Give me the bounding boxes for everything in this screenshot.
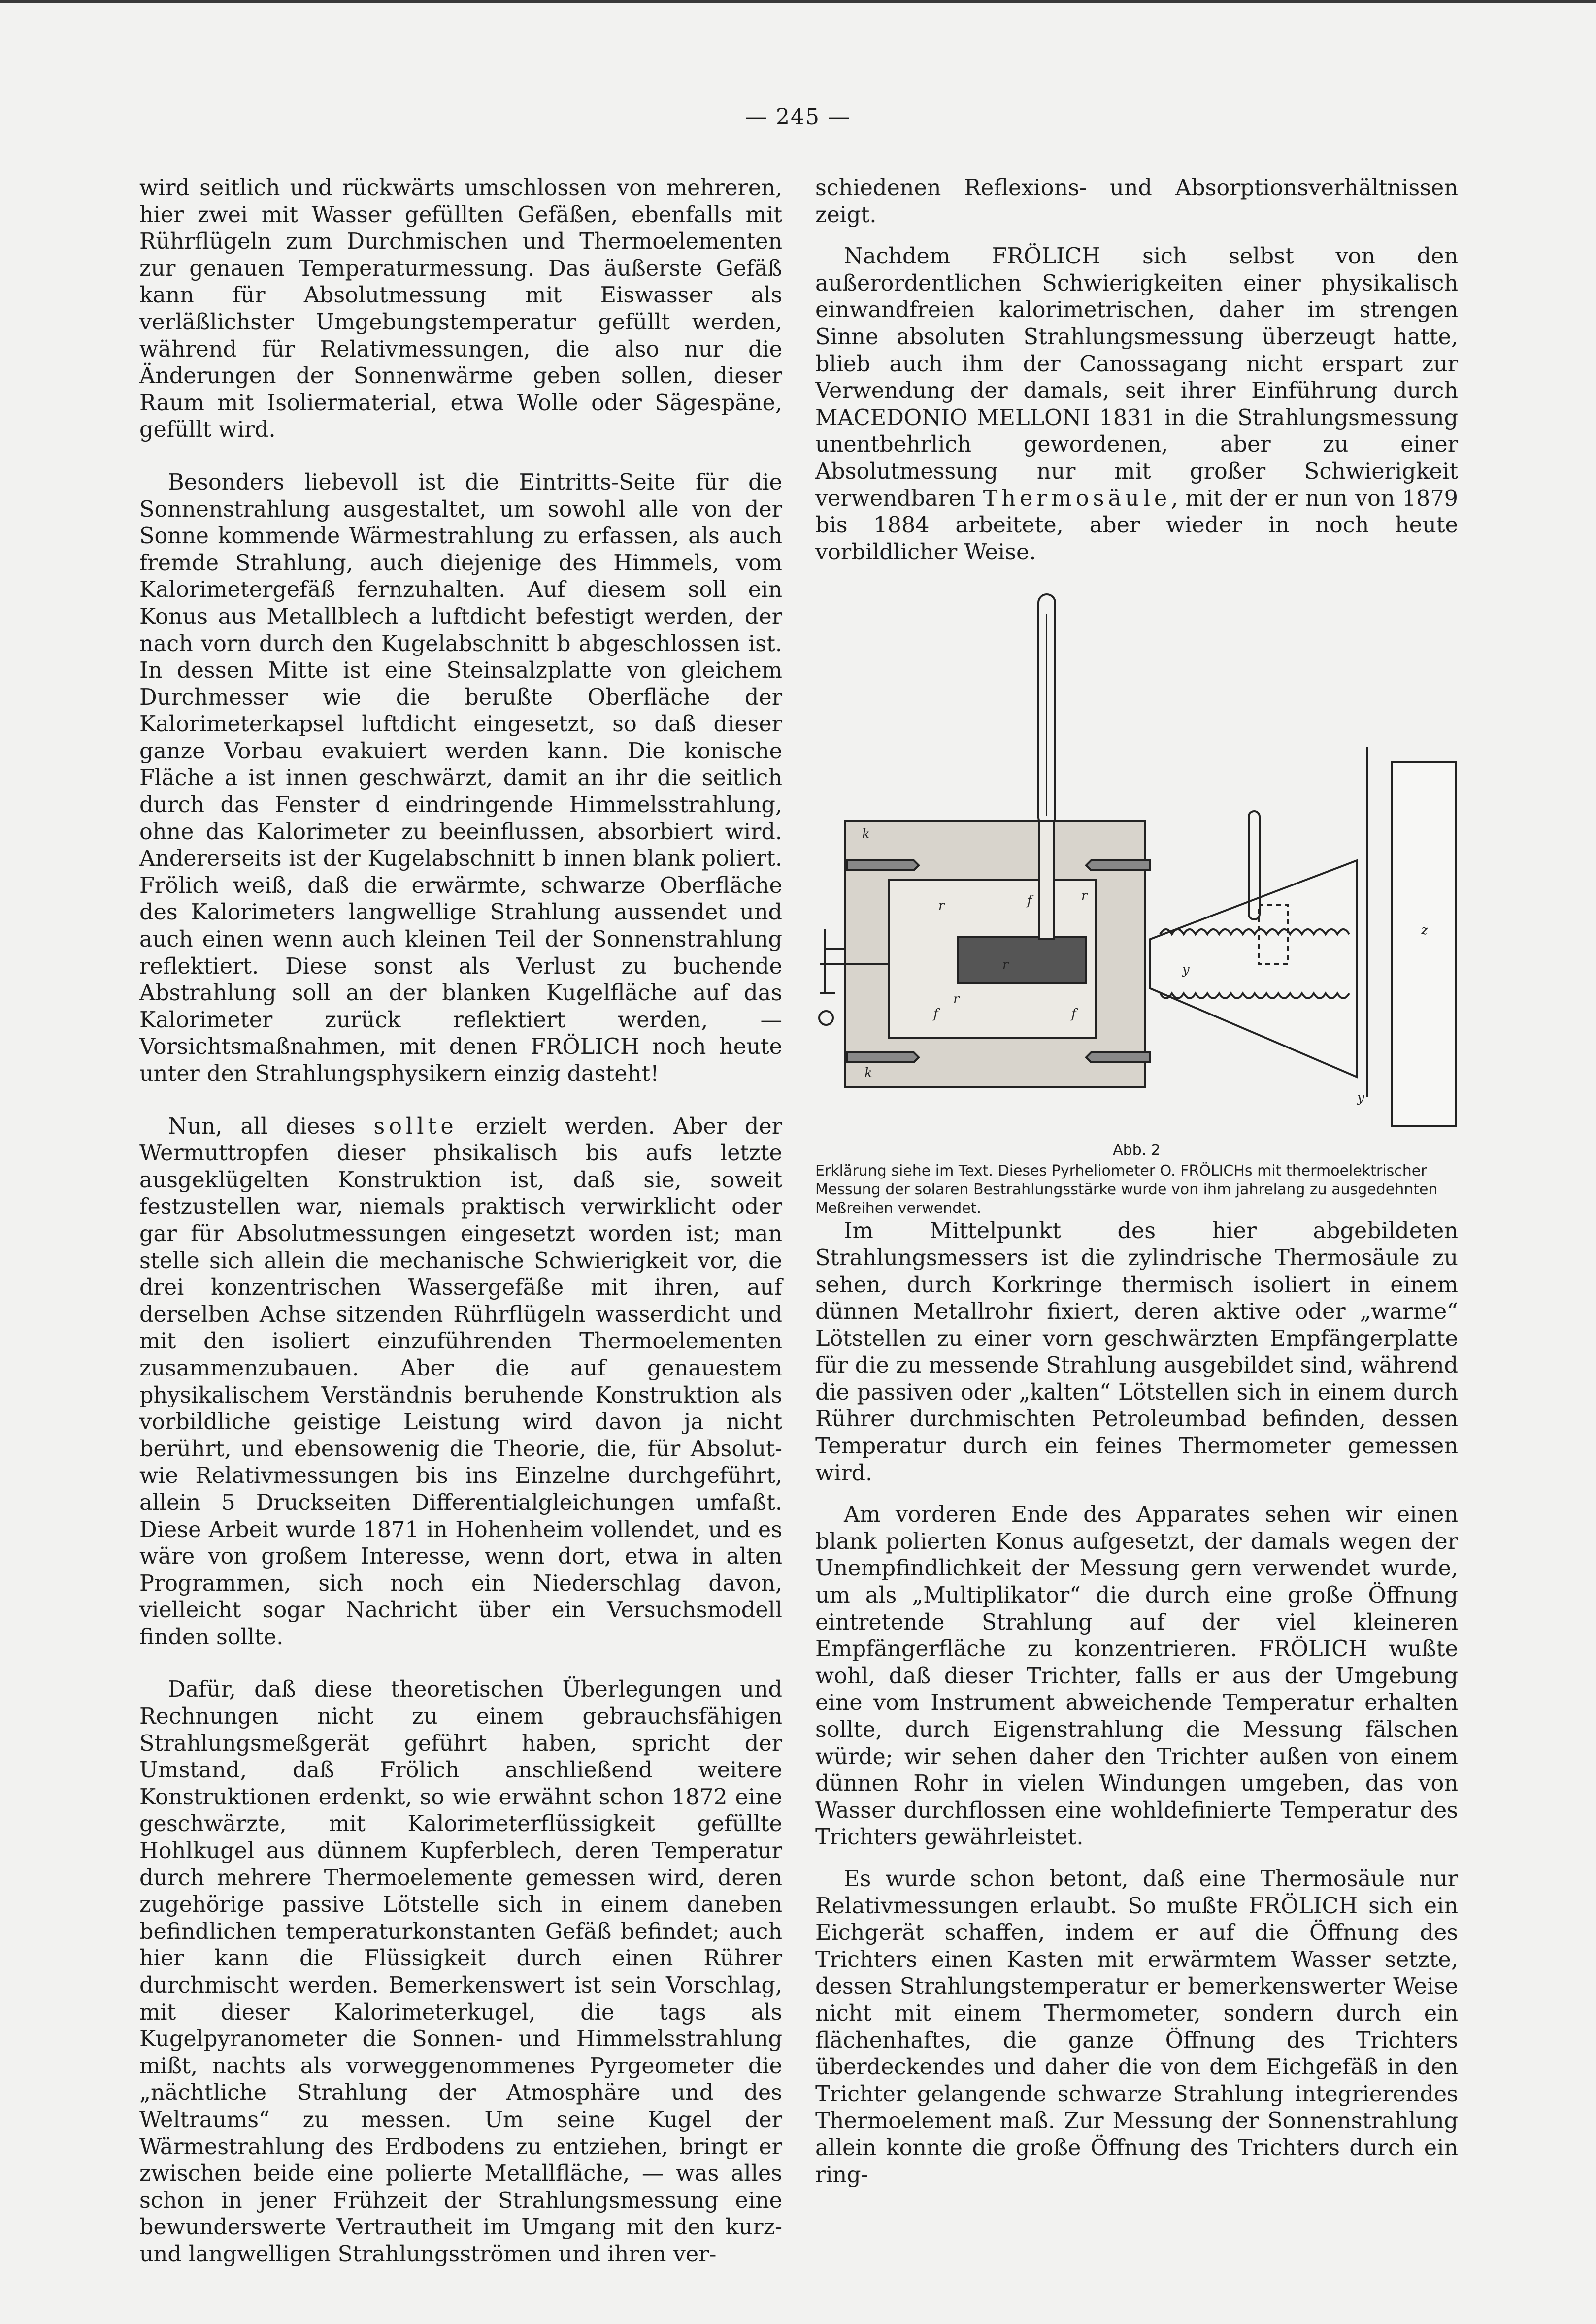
left-paragraph-3-rest: erzielt werden. Aber der Wermuttropfen dieser phsikalisch bis aufs letzte ausgeklügelten Konstruktion ist, daß sie, soweit festzustellen war, niemals praktisch verwirklicht oder gar für Absolutmessungen eingesetzt worden ist; man stelle sich allein die mechanische Schwierigkeit vor, die drei konzentrischen Wassergefäße mit ihren, auf derselben Achse sitzenden Rührflügeln wasserdicht und mit den isoliert einzuführenden Thermoelementen zusammenzubauen. Aber die auf genauestem physikalischem Verständnis beruhende Konstruktion als vorbildliche geistige Leistung wird davon ja nicht berührt, und ebensowenig die Theorie, die, für Absolut- wie Relativmessungen bis ins Einzelne durchgeführt, allein 5 Druckseiten Differentialgleichungen umfaßt. Diese Arbeit wurde 1871 in Hohenheim vollendet, und es wäre von großem Interesse, wenn dort, etwa in alten Programmen, sich noch ein Niederschlag davon, vielleicht sogar Nachricht über ein Versuchsmodell finden sollte.: [139, 1113, 782, 1650]
fig-label-r-4: r: [1002, 957, 1009, 973]
right-paragraph-2: [815, 243, 1458, 566]
fig-label-f-1: f: [933, 1007, 938, 1022]
figure-number: Abb. 2: [1113, 1142, 1161, 1159]
crank-handle: [820, 929, 845, 993]
stirrer-stem: [1039, 821, 1054, 939]
pyrheliometer-drawing: [815, 585, 1458, 1136]
fig-label-k-bottom: k: [864, 1066, 872, 1081]
fig-label-f-3: f: [1027, 893, 1032, 909]
fig-label-z: z: [1421, 923, 1428, 938]
left-paragraph-4: Dafür, daß diese theoretischen Überlegungen und Rechnungen nicht zu einem gebrauchsfähigen Strahlungsmeßgerät geführt haben, spricht der Umstand, daß Frölich anschließend weitere Konstruktionen erdenkt, so wie erwähnt schon 1872 eine geschwärzte, mit Kalorimeterflüssigkeit gefüllte Hohlkugel aus dünnem Kupferblech, deren Temperatur durch mehrere Thermoelemente gemessen wird, deren zugehörige passive Lötstelle sich in einem daneben befindlichen temperaturkonstanten Gefäß befindet; auch hier kann die Flüssigkeit durch einen Rührer durchmischt werden. Bemerkenswert ist sein Vorschlag, mit dieser Kalorimeterkugel, die tags als Kugelpyranometer die Sonnen- und Himmelsstrahlung mißt, nachts als vorweggenommenes Pyrgeometer die „nächtliche Strahlung der Atmosphäre und des Weltraums“ zu messen. Um seine Kugel der Wärmestrahlung des Erdbodens zu entziehen, bringt er zwischen beide eine polierte Metallfläche, — was alles schon in jener Frühzeit der Strahlungsmessung eine bewunderswerte Vertrautheit im Umgang mit den kurz- und langwelligen Strahlungsströmen und ihren ver-: [139, 1677, 782, 2267]
screw-top-right: [1086, 860, 1150, 870]
right-paragraph-3: Im Mittelpunkt des hier abgebildeten Strahlungsmessers ist die zylindrische Thermosäule zu sehen, durch Korkringe thermisch isoliert in einem dünnen Metallrohr fixiert, deren aktive oder „warme“ Lötstellen zu einer vorn geschwärzten Empfängerplatte für die zu messende Strahlung ausgebildet sind, während die passiven oder „kalten“ Lötstellen sich in einem durch Rührer durchmischten Petroleumbad befinden, dessen Temperatur durch ein feines Thermometer gemessen wird.: [815, 1218, 1458, 1486]
screw-bottom-right: [1086, 1052, 1150, 1062]
page-number: — 245 —: [745, 104, 851, 130]
figure-caption: [815, 1141, 1458, 1218]
right-paragraph-2-rest: , mit der er nun von 1879 bis 1884 arbeitete, aber wieder in noch heute vorbildlicher Weise.: [815, 486, 1458, 565]
screw-bottom-left: [847, 1052, 919, 1062]
left-paragraph-2: Besonders liebevoll ist die Eintritts-Seite für die Sonnenstrahlung ausgestaltet, um sowohl alle von der Sonne kommende Wärmestrahlung zu erfassen, als auch fremde Strahlung, auch diejenige des Himmels, vom Kalorimetergefäß fernzuhalten. Auf diesem soll ein Konus aus Metallblech a luftdicht befestigt werden, der nach vorn durch den Kugelabschnitt b abgeschlossen ist. In dessen Mitte ist eine Steinsalzplatte von gleichem Durchmesser wie die berußte Oberfläche der Kalorimeterkapsel luftdicht eingesetzt, so daß dieser ganze Vorbau evakuiert werden kann. Die konische Fläche a ist innen geschwärzt, damit an ihr die seitlich durch das Fenster d eindringende Himmelsstrahlung, ohne das Kalorimeter zu beeinflussen, absorbiert wird. Andererseits ist der Kugelabschnitt b innen blank poliert. Frölich weiß, daß die erwärmte, schwarze Oberfläche des Kalorimeters langwellige Strahlung aussendet und auch einen wenn auch kleinen Teil der Sonnenstrahlung reflektiert. Diese sonst als Verlust zu buchende Abstrahlung soll an der blanken Kugelfläche auf das Kalorimeter zurück reflektiert werden, — Vorsichtsmaßnahmen, mit denen FRÖLICH noch heute unter den Strahlungsphysikern einzig dasteht!: [139, 469, 782, 1086]
left-paragraph-3: [139, 1113, 782, 1651]
left-paragraph-3-lead: Nun, all dieses: [168, 1113, 374, 1139]
crank-knob: [819, 1011, 833, 1025]
figure-abb-2: [815, 585, 1458, 1218]
fig-label-r-1: r: [938, 898, 945, 914]
fig-label-f-2: f: [1071, 1007, 1076, 1022]
left-paragraph-3-emphasis: sollte: [373, 1113, 458, 1139]
right-paragraph-4: Am vorderen Ende des Apparates sehen wir einen blank polierten Konus aufgesetzt, der damals wegen der Unempfindlichkeit der Messung gern verwendet wurde, um als „Multiplikator“ die durch eine große Öffnung eintretende Strahlung auf der viel kleineren Empfängerfläche zu konzentrieren. FRÖLICH wußte wohl, daß dieser Trichter, falls er aus der Umgebung eine vom Instrument abweichende Temperatur erhalten sollte, durch Eigenstrahlung die Messung fälschen würde; wir sehen daher den Trichter außen von einem dünnen Rohr in vielen Windungen umgeben, das von Wasser durchflossen eine wohldefinierte Temperatur des Trichters gewährleistet.: [815, 1502, 1458, 1850]
page-top-border: [0, 0, 1596, 3]
fig-label-k-top: k: [862, 827, 870, 842]
right-paragraph-2-lead: Nachdem FRÖLICH sich selbst von den außerordentlichen Schwierigkeiten einer physikalisch einwandfreien kalorimetrischen, daher im strengen Sinne absoluten Strahlungsmessung überzeugt hatte, blieb auch ihm der Canossagang nicht erspart zur Verwendung der damals, seit ihrer Einführung durch MACEDONIO MELLONI 1831 in die Strahlungsmessung unentbehrlich gewordenen, aber zu einer Absolutmessung nur mit großer Schwierigkeit verwendbaren: [815, 244, 1458, 511]
fig-label-r-2: r: [1081, 888, 1088, 904]
left-column: [139, 175, 782, 2268]
right-column: [815, 175, 1458, 2189]
fig-label-r-3: r: [953, 992, 960, 1007]
left-paragraph-1: wird seitlich und rückwärts umschlossen von mehreren, hier zwei mit Wasser gefüllten Gefäßen, ebenfalls mit Rührflügeln zum Durchmischen und Thermoelementen zur genauen Temperaturmessung. Das äußerste Gefäß kann für Absolutmessung mit Eiswasser als verläßlichster Umgebungstemperatur gefüllt werden, während für Relativmessungen, die also nur die Änderungen der Sonnenwärme geben sollen, dieser Raum mit Isoliermaterial, etwa Wolle oder Sägespäne, gefüllt wird.: [139, 175, 782, 443]
right-paragraph-2-emphasis: Thermosäule: [983, 486, 1171, 511]
figure-caption-text: Erklärung siehe im Text. Dieses Pyrheliometer O. FRÖLICHs mit thermoelektrischer Messung der solaren Bestrahlungsstärke wurde von ihm jahrelang zu ausgedehnten Meßreihen verwendet.: [815, 1162, 1438, 1217]
screw-top-left: [847, 860, 919, 870]
thermopile: [958, 937, 1086, 983]
fig-label-y-2: y: [1357, 1090, 1364, 1106]
cone: [1150, 860, 1357, 1077]
right-paragraph-1: schiedenen Reflexions- und Absorptionsverhältnissen zeigt.: [815, 175, 1458, 228]
right-paragraph-5: Es wurde schon betont, daß eine Thermosäule nur Relativmessungen erlaubt. So mußte FRÖLICH sich ein Eichgerät schaffen, indem er auf die Öffnung des Trichters einen Kasten mit erwärmtem Wasser setzte, dessen Strahlungstemperatur er bemerkenswerter Weise nicht mit einem Thermometer, sondern durch ein flächenhaftes, die ganze Öffnung des Trichters überdeckendes und daher die von dem Eichgefäß in den Trichter gelangende schwarze Strahlung integrierendes Thermoelement maß. Zur Messung der Sonnenstrahlung allein konnte die große Öffnung des Trichters durch ein ring-: [815, 1866, 1458, 2188]
calibration-box: [1392, 762, 1456, 1126]
fig-label-y-1: y: [1182, 962, 1190, 978]
